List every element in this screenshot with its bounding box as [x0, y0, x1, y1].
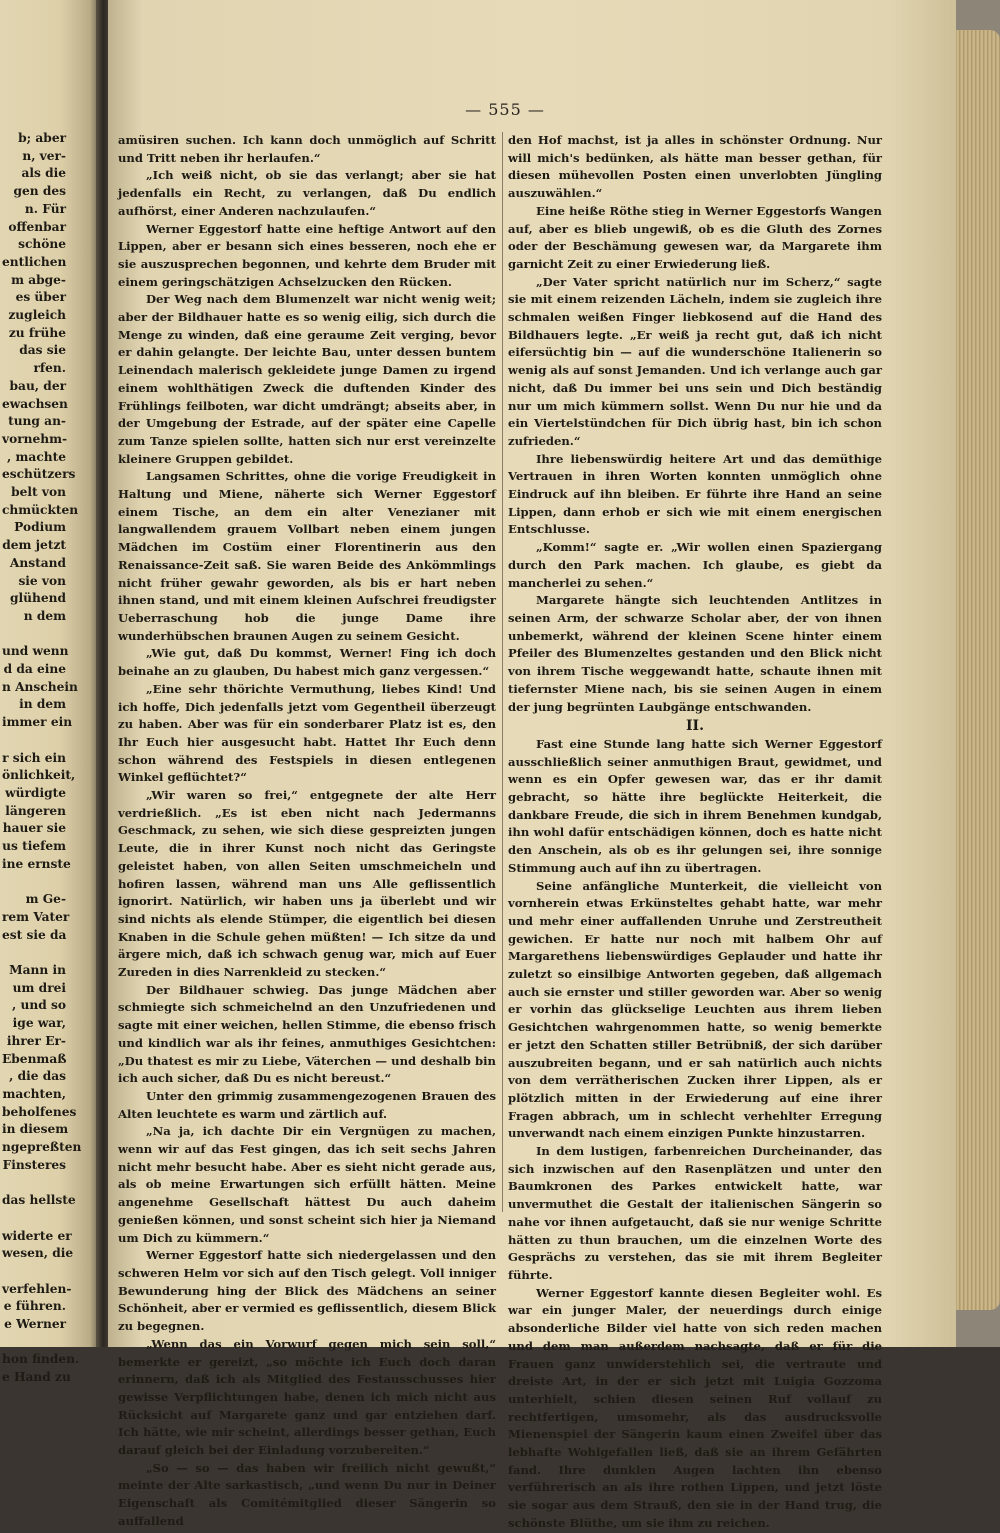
margin-fragment — [2, 626, 66, 644]
paragraph: den Hof machst, ist ja alles in schönster Ordnung. Nur will mich's bedünken, als hätte man besser gethan, für diesen mühevollen Posten einen unverlobten Jüngling auszuwählen.“ — [508, 133, 882, 201]
margin-fragment: zugleich — [8, 308, 66, 323]
margin-fragment: hon finden. — [2, 1352, 80, 1367]
margin-fragment: us tiefem — [2, 839, 66, 854]
margin-fragment: ine ernste — [2, 856, 71, 871]
left-page — [0, 0, 100, 1385]
paragraph: Der Weg nach dem Blumenzelt war nicht wenig weit; aber der Bildhauer hatte es so wenig eilig, sich durch die Menge zu winden, daß eine geraume Zeit verging, bevor er dahin gelangte. Der leichte Bau, unter dessen buntem Leinendach malerisch gekleidete junge Damen zu irgend einem wohlthätigen Zweck die duftenden Kinder des Frühlings feilboten, war dicht umdrängt; abseits aber, in der Umgebung der Estrade, auf der später eine Capelle zum Tanze spielen sollte, hatten sich nur erst vereinzelte kleinere Gruppen gebildet. — [118, 292, 496, 466]
margin-fragment: bau, der — [9, 378, 66, 393]
margin-fragment: Ebenmaß — [2, 1051, 67, 1066]
margin-fragment: ige war, — [12, 1016, 66, 1031]
margin-fragment: önlichkeit, — [2, 768, 76, 783]
margin-fragment: um drei — [12, 980, 66, 995]
margin-fragment: offenbar — [8, 219, 66, 234]
margin-fragment: e Werner — [4, 1317, 66, 1331]
margin-fragment: d da eine — [3, 662, 66, 677]
paragraph: „So — so — das haben wir freilich nicht gewußt,“ meinte der Alte sarkastisch, „und wenn Du nur in Deiner Eigenschaft als Comitémitglied dieser Sängerin so auffallend — [118, 1460, 496, 1528]
margin-fragment: n. Für — [24, 201, 66, 216]
paragraph: Werner Eggestorf hatte sich niedergelassen und den schweren Helm vor sich auf den Tisch gelegt. Voll inniger Bewunderung hing der Blick des Mädchens an seiner Schönheit, aber er vermied es geflissentlich, diesem Blick zu begegnen. — [118, 1248, 496, 1334]
margin-fragment: das hellste — [2, 1193, 76, 1208]
text-column-right — [508, 132, 882, 1533]
paragraph: Werner Eggestorf kannte diesen Begleiter wohl. Es war ein junger Maler, der neuerdings durch einige absonderliche Bilder viel hatte von sich reden machen und dem man außerdem nachsagte, daß er für die Frauen ganz unwiderstehlich sei, die vertraute und dreiste Art, in der er sich jetzt mit Luigia Gozzoma unterhielt, schien diesen seinen Ruf vollauf zu rechtfertigen, umsomehr, als das ausdrucksvolle Mienenspiel der Sängerin kaum einen Zweifel über das lebhafte Wohlgefallen ließ, daß sie an ihrem Gefährten fand. Ihre dunklen Augen lachten ihn ebenso verführerisch an als ihre rothen Lippen, und jetzt löste sie sogar aus dem Strauß, den sie in der Hand trug, die schönste Blüthe, um sie ihm zu reichen. — [508, 1285, 882, 1530]
margin-fragment: Anstand — [9, 555, 66, 570]
paragraph: Langsamen Schrittes, ohne die vorige Freudigkeit in Haltung und Miene, näherte sich Werner Eggestorf einem Tische, an dem ein alter Venezianer mit langwallendem grauem Vollbart neben einem jungen Mädchen im Costüm einer Florentinerin aus den Renaissance-Zeit saß. Sie waren Beide des Ankömmlings nicht früher gewahr geworden, als bis er hart neben ihnen stand, und mit einem kleinen Aufschrei freudigster Ueberraschung hob die junge Dame ihre wunderhübschen braunen Augen zu seinem Gesicht. — [118, 469, 496, 643]
margin-fragment: belt von — [11, 485, 66, 500]
margin-fragment: , die das — [9, 1069, 66, 1084]
paragraph: In dem lustigen, farbenreichen Durcheinander, das sich inzwischen auf den Rasenplätzen und unter den Baumkronen des Parkes entwickelt hatte, war unvermuthet die Gestalt der italienischen Sängerin so nahe vor ihnen aufgetaucht, daß sie nur wenige Schritte hätten zu thun brauchen, um die einzelnen Worte des Gesprächs zu verstehen, das sie mit ihrem Begleiter führte. — [508, 1144, 882, 1282]
paragraph: Der Bildhauer schwieg. Das junge Mädchen aber schmiegte sich schmeichelnd an den Unzufriedenen und sagte mit einer weichen, hellen Stimme, die ebenso frisch und kindlich war als ihr feines, anmuthiges Gesichtchen: „Du thatest es mir zu Liebe, Väterchen — und deshalb bin ich auch sicher, daß Du es nicht bereust.“ — [118, 982, 496, 1086]
column-divider — [502, 132, 503, 1212]
margin-fragment: und wenn — [2, 644, 69, 659]
paragraph: Seine anfängliche Munterkeit, die vielleicht von vornherein etwas Erkünsteltes gehabt hatte, war mehr und mehr einer auffallenden Unruhe und Zerstreutheit gewichen. Er hatte nur noch mit halbem Ohr auf Margarethens liebenswürdiges Geplauder und hatte ihr zuletzt so einsilbige Antworten gegeben, daß allgemach auch sie ernster und stiller geworden war. Aber so wenig er vorhin das glückselige Leuchten aus ihrem lieben Gesichtchen wahrgenommen hatte, so wenig bemerkte er jetzt den Schatten stiller Betrübniß, der sich darüber auszubreiten begann, und er sah natürlich auch nichts von dem verrätherischen Zucken ihrer Lippen, als er plötzlich mitten in der Erwiederung auf eine ihrer Fragen abbrach, um in schlecht verhehlter Erregung unverwandt nach einem einzigen Punkte hinzustarren. — [508, 878, 882, 1141]
paragraph: „Komm!“ sagte er. „Wir wollen einen Spaziergang durch den Park machen. Ich glaube, es giebt da mancherlei zu sehen.“ — [508, 540, 882, 590]
margin-fragment: chmückten — [2, 502, 79, 517]
margin-fragment: als die — [21, 166, 66, 181]
text-column-right-part-one — [508, 132, 882, 716]
margin-fragment: das sie — [19, 343, 66, 358]
paragraph: „Wie gut, daß Du kommst, Werner! Fing ich doch beinahe an zu glauben, Du habest mich ganz vergessen.“ — [118, 646, 496, 679]
margin-fragment: beholfenes — [2, 1104, 77, 1119]
margin-fragment — [2, 1174, 66, 1192]
margin-fragment: gen des — [13, 184, 66, 199]
margin-fragment: wesen, die — [2, 1246, 74, 1261]
margin-fragment: est sie da — [2, 927, 67, 942]
margin-fragment: in dem — [19, 697, 66, 712]
margin-fragment: entlichen — [2, 254, 67, 269]
paragraph: Werner Eggestorf hatte eine heftige Antwort auf den Lippen, aber er besann sich eines besseren, noch ehe er sie auszusprechen begonnen, und kehrte dem Bruder mit einem geringschätzigen Achselzucken den Rücken. — [118, 221, 496, 289]
margin-fragment — [2, 944, 66, 962]
page-number: — 555 — — [465, 100, 545, 119]
paragraph: Margarete hängte sich leuchtenden Antlitzes in seinen Arm, der schwarze Scholar aber, der von ihnen unbemerkt, während der kleinen Scene hinter einem Pfeiler des Blumenzeltes gestanden und den Blick nicht von ihrem Tische weggewandt hatte, schaute ihnen mit tiefernster Miene nach, bis sie seinen Augen in einem der jung begrünten Laubgänge entschwanden. — [508, 593, 882, 714]
margin-fragment: verfehlen- — [2, 1281, 72, 1296]
margin-fragment: ngepreßten — [2, 1140, 82, 1155]
margin-fragment: n Anschein — [2, 679, 78, 694]
margin-fragment: vornehm- — [2, 431, 68, 446]
paragraph: Eine heiße Röthe stieg in Werner Eggestorfs Wangen auf, aber es blieb ungewiß, ob es die Gluth des Zornes oder der Beschämung gewesen war, da Margarete ihm garnicht Zeit zu einer Erwiederung ließ. — [508, 203, 882, 271]
margin-fragment: ihrer Er- — [6, 1033, 66, 1048]
paragraph: amüsiren suchen. Ich kann doch unmöglich auf Schritt und Tritt neben ihr herlaufen.“ — [118, 133, 496, 165]
margin-fragment: rfen. — [33, 361, 66, 376]
paragraph: „Wenn das ein Vorwurf gegen mich sein soll,“ bemerkte er gereizt, „so möchte ich Euch doch daran erinnern, daß ich als Mitglied des Festausschusses hier gewisse Verpflichtungen habe, denen ich mich nicht aus Rücksicht auf Margarete ganz und gar entziehen darf. Ich hätte, wie mir scheint, allerdings besser gethan, Euch darauf gleich bei der Einladung vorzubereiten.“ — [118, 1336, 496, 1458]
margin-fragment: e Hand zu — [2, 1370, 71, 1385]
margin-fragment: Finsteres — [2, 1157, 66, 1172]
margin-fragment: n, ver- — [22, 148, 66, 163]
margin-fragment: eschützers — [2, 467, 76, 482]
margin-fragment: längeren — [5, 803, 66, 818]
margin-fragment: würdigte — [5, 785, 66, 800]
margin-fragment: sie von — [18, 573, 66, 588]
margin-fragment: immer ein — [2, 715, 73, 730]
margin-fragment: dem jetzt — [2, 538, 66, 553]
paragraph: Ihre liebenswürdig heitere Art und das demüthige Vertrauen in ihren Worten konnten unmöglich ohne Eindruck auf ihn bleiben. Er führte ihre Hand an seine Lippen, dann erhob er sich wie mit einem energischen Entschlusse. — [508, 451, 882, 537]
margin-fragment: b; aber — [18, 131, 66, 145]
margin-fragment — [2, 1210, 66, 1228]
margin-fragment: m abge- — [11, 272, 66, 287]
margin-fragment: ewachsen — [2, 396, 68, 411]
margin-fragment: schöne — [18, 237, 66, 252]
margin-fragment: machten, — [2, 1086, 66, 1101]
margin-fragment: e führen. — [3, 1299, 66, 1314]
margin-fragment: , und so — [12, 998, 66, 1013]
margin-fragment: zu frühe — [8, 325, 66, 340]
section-heading: II. — [686, 718, 704, 735]
margin-fragment: glühend — [9, 591, 66, 606]
margin-fragment — [2, 1263, 66, 1281]
margin-fragment: hauer sie — [2, 821, 66, 836]
margin-fragment: widerte er — [2, 1228, 72, 1243]
paragraph: „Na ja, ich dachte Dir ein Vergnügen zu machen, wenn wir auf das Fest gingen, das ich seit sechs Jahren nicht mehr besucht habe. Aber es sieht nicht gerade aus, als ob meine Erwartungen sich erfüllt hätten. Meine angenehme Gesellschaft hättest Du auch daheim genießen können, und sonst scheint sich hier ja Niemand um Dich zu kümmern.“ — [118, 1124, 496, 1245]
paragraph: „Der Vater spricht natürlich nur im Scherz,“ sagte sie mit einem reizenden Lächeln, indem sie zugleich ihre schmalen weißen Finger liebkosend auf die Hand des Bildhauers legte. „Er weiß ja recht gut, daß ich nicht eifersüchtig bin — auf die wunderschöne Italienerin so wenig als auf sonst Jemanden. Und ich verlange auch gar nicht, daß Du immer bei uns sein und Dich beständig nur um mich kümmern sollst. Wenn Du nur hie und da ein Viertelstündchen für Dich übrig hast, bin ich schon zufrieden.“ — [508, 274, 882, 448]
paragraph: Unter den grimmig zusammengezogenen Brauen des Alten leuchtete es warm und zärtlich auf. — [118, 1088, 496, 1121]
paragraph: „Ich weiß nicht, ob sie das verlangt; aber sie hat jedenfalls ein Recht, zu verlangen, daß Du endlich aufhörst, einer Anderen nachzulaufen.“ — [118, 168, 496, 218]
margin-fragment: rem Vater — [2, 909, 70, 924]
margin-fragment: Podium — [14, 520, 66, 535]
margin-fragment: n dem — [23, 608, 66, 623]
margin-fragment — [2, 732, 66, 750]
margin-fragment: in diesem — [2, 1122, 69, 1137]
margin-fragment: es über — [15, 290, 66, 305]
margin-fragment: m Ge- — [25, 892, 66, 907]
paragraph: „Eine sehr thörichte Vermuthung, liebes Kind! Und ich hoffe, Dich jedenfalls jetzt vom Gegentheil überzeugt zu haben. Aber was für ein sonderbarer Platz ist es, den Ihr Euch hier ausgesucht habt. Hattet Ihr Euch denn schon während des Festspiels in diesen entlegenen Winkel geflüchtet?“ — [118, 681, 496, 785]
margin-fragment: r sich ein — [2, 750, 66, 765]
margin-fragment — [2, 1334, 66, 1352]
paragraph: Fast eine Stunde lang hatte sich Werner Eggestorf ausschließlich seiner anmuthigen Braut, gewidmet, und wenn es ein Opfer gewesen war, das er ihr damit gebracht, so hätte ihre beglückte Heiterkeit, die dankbare Freude, die sich in ihrem Benehmen kundgab, ihn wohl dafür entschädigen können, doch es hatte nicht den Anschein, als ob es ihr gelungen sei, ihre sonnige Stimmung auch auf ihn zu übertragen. — [508, 736, 882, 875]
margin-fragment: tung an- — [8, 414, 66, 429]
margin-fragment: Mann in — [9, 962, 66, 977]
paragraph: „Wir waren so frei,“ entgegnete der alte Herr verdrießlich. „Es ist eben nicht nach Jedermanns Geschmack, zu sehen, wie sich diese gespreizten jungen Leute, die in ihrer Kunst noch nicht das Geringste geleistet haben, von allen Seiten umschmeicheln und hofiren lassen, während man uns Alle geflissentlich ignorirt. Natürlich, wir haben uns ja überlebt und wir sind nichts als elende Stümper, die eigentlich bei diesen Knaben in die Schule gehen müßten! — Ich sitze da und ärgere mich, daß ich schwach genug war, mich auf Euer Zureden in dies Narrenkleid zu stecken.“ — [118, 788, 496, 980]
text-column-right-part-two — [508, 736, 882, 1533]
left-page-text-fragments — [2, 130, 82, 1387]
margin-fragment: , machte — [7, 449, 66, 464]
text-column-left — [118, 132, 496, 1531]
margin-fragment — [2, 874, 66, 892]
